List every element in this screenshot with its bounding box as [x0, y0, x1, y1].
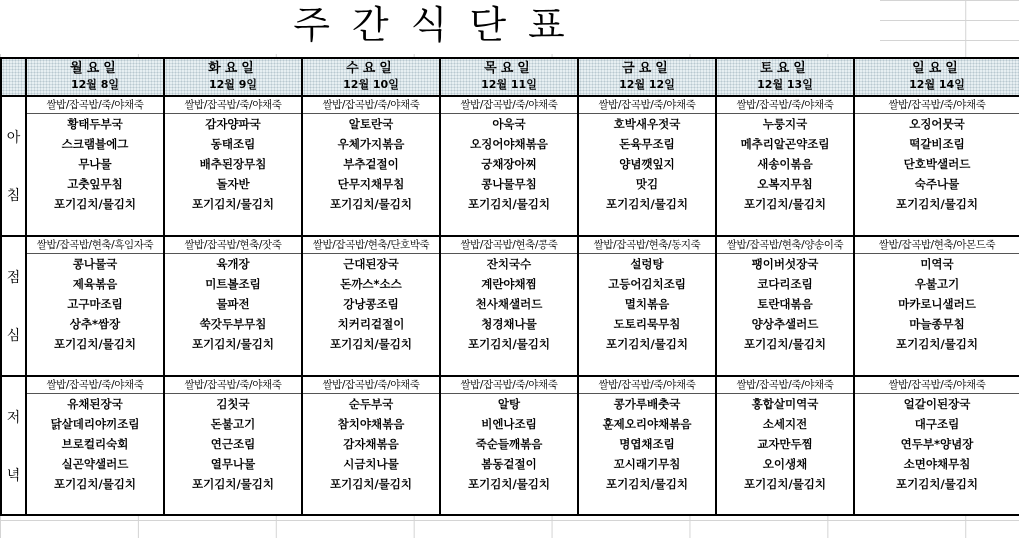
weekly-menu-table: [0, 57, 1019, 516]
dish-item: 마카로니샐러드: [898, 297, 976, 311]
dish-item: 포기김치/물김치: [744, 197, 826, 211]
dish-item: 돈육무조림: [619, 137, 675, 151]
dish-item: 돌자반: [216, 177, 250, 191]
date-label: 12월 12일: [619, 78, 675, 91]
dish-item: 연근조림: [210, 437, 256, 451]
page-title: 주간식단표: [0, 0, 880, 54]
day-header: [854, 58, 1019, 96]
dish-item: 떡갈비조림: [909, 137, 965, 151]
dish-item: 포기김치/물김치: [468, 477, 550, 491]
day-label: 수요일: [346, 61, 396, 76]
dish-item: 포기김치/물김치: [896, 337, 978, 351]
staple-options: 쌀밥/잡곡밥/죽/야채죽: [165, 97, 301, 114]
dish-item: 연두부*양념장: [900, 437, 974, 451]
date-label: 12월 11일: [481, 78, 537, 91]
menu-cell: [164, 376, 302, 515]
menu-cell: [578, 236, 716, 376]
date-label: 12월 9일: [208, 78, 258, 91]
dish-item: 쑥갓두부무침: [199, 317, 267, 331]
day-header: [164, 58, 302, 96]
menu-cell: [578, 96, 716, 236]
staple-options: 쌀밥/잡곡밥/현축/콩죽: [441, 237, 577, 254]
dish-item: 고춧잎무침: [67, 177, 123, 191]
staple-options: 쌀밥/잡곡밥/죽/야채죽: [165, 377, 301, 394]
staple-options: 쌀밥/잡곡밥/죽/야채죽: [855, 377, 1019, 394]
menu-cell: [716, 236, 854, 376]
menu-cell: [578, 376, 716, 515]
meal-label: [1, 376, 26, 515]
dish-item: 물파전: [216, 297, 250, 311]
menu-cell: [164, 236, 302, 376]
dish-item: 대구조림: [914, 417, 960, 431]
dish-item: 봄동겉절이: [481, 457, 537, 471]
dish-item: 마늘종무침: [909, 317, 965, 331]
dish-item: 교자만두찜: [757, 437, 813, 451]
dish-item: 순두부국: [348, 397, 394, 411]
dish-item: 잔치국수: [486, 257, 532, 271]
meal-label-char: 녁: [6, 467, 21, 484]
menu-cell: [302, 236, 440, 376]
dish-item: 궁채장아찌: [481, 157, 537, 171]
meal-label: [1, 236, 26, 376]
dish-item: 죽순들깨볶음: [475, 437, 543, 451]
dish-item: 부추겉절이: [343, 157, 399, 171]
dish-item: 우체가지볶음: [337, 137, 405, 151]
meal-row: [1, 96, 1019, 236]
dish-item: 단무지채무침: [337, 177, 405, 191]
dish-item: 팽이버섯장국: [751, 257, 819, 271]
dish-item: 시금치나물: [343, 457, 399, 471]
dish-item: 실곤약샐러드: [61, 457, 129, 471]
dish-item: 양념깻잎지: [619, 157, 675, 171]
menu-cell: [854, 376, 1019, 515]
meal-label-char: 아: [6, 130, 21, 146]
dish-item: 도토리묵무침: [613, 317, 681, 331]
dish-item: 포기김치/물김치: [54, 477, 136, 491]
dish-item: 아욱국: [492, 117, 526, 131]
dish-item: 천사채샐러드: [475, 297, 543, 311]
day-header: [440, 58, 578, 96]
menu-cell: [26, 236, 164, 376]
dish-item: 육개장: [216, 257, 250, 271]
day-header: [302, 58, 440, 96]
menu-cell: [440, 376, 578, 515]
staple-options: 쌀밥/잡곡밥/죽/야채죽: [579, 377, 715, 394]
menu-cell: [716, 96, 854, 236]
dish-item: 포기김치/물김치: [330, 477, 412, 491]
staple-options: 쌀밥/잡곡밥/죽/야채죽: [441, 97, 577, 114]
dish-item: 치커리겉절이: [337, 317, 405, 331]
dish-item: 미트볼조림: [205, 277, 261, 291]
dish-item: 돈까스*소스: [340, 277, 402, 291]
menu-cell: [26, 96, 164, 236]
dish-item: 소면야채무침: [903, 457, 971, 471]
dish-item: 숙주나물: [914, 177, 960, 191]
staple-options: 쌀밥/잡곡밥/죽/야채죽: [303, 377, 439, 394]
day-label: 일요일: [912, 61, 962, 76]
dish-item: 훈제오리야채볶음: [602, 417, 692, 431]
staple-options: 쌀밥/잡곡밥/죽/야채죽: [27, 377, 163, 394]
dish-item: 포기김치/물김치: [192, 197, 274, 211]
dish-item: 포기김치/물김치: [606, 477, 688, 491]
dish-item: 포기김치/물김치: [192, 337, 274, 351]
menu-cell: [164, 96, 302, 236]
staple-options: 쌀밥/잡곡밥/죽/야채죽: [441, 377, 577, 394]
dish-item: 무나물: [78, 157, 112, 171]
dish-item: 상추*쌈장: [69, 317, 121, 331]
menu-cell: [26, 376, 164, 515]
dish-item: 포기김치/물김치: [606, 197, 688, 211]
date-label: 12월 13일: [757, 78, 813, 91]
dish-item: 오이생채: [762, 457, 808, 471]
meal-label-char: 심: [6, 328, 21, 344]
dish-item: 토란대볶음: [757, 297, 813, 311]
header-row: [1, 58, 1019, 96]
dish-item: 근대된장국: [343, 257, 399, 271]
menu-cell: [854, 236, 1019, 376]
dish-item: 오징어뭇국: [909, 117, 965, 131]
menu-cell: [440, 96, 578, 236]
day-label: 토요일: [760, 61, 810, 76]
dish-item: 포기김치/물김치: [896, 197, 978, 211]
staple-options: 쌀밥/잡곡밥/죽/야채죽: [27, 97, 163, 114]
dish-item: 포기김치/물김치: [330, 337, 412, 351]
dish-item: 미역국: [920, 257, 954, 271]
dish-item: 감자채볶음: [343, 437, 399, 451]
dish-item: 포기김치/물김치: [54, 337, 136, 351]
dish-item: 알탕: [497, 397, 521, 411]
dish-item: 콩나물국: [72, 257, 118, 271]
dish-item: 포기김치/물김치: [330, 197, 412, 211]
dish-item: 유채된장국: [67, 397, 123, 411]
dish-item: 호박새우젓국: [613, 117, 681, 131]
dish-item: 김칫국: [216, 397, 250, 411]
date-label: 12월 10일: [343, 78, 399, 91]
dish-item: 오복지무침: [757, 177, 813, 191]
day-label: 화요일: [208, 61, 258, 76]
staple-options: 쌀밥/잡곡밥/현축/아몬드죽: [855, 237, 1019, 254]
meal-label-char: 점: [6, 270, 21, 286]
dish-item: 고구마조림: [67, 297, 123, 311]
dish-item: 고등어김치조림: [608, 277, 686, 291]
date-label: 12월 14일: [909, 78, 965, 91]
day-header: [716, 58, 854, 96]
dish-item: 스크램블에그: [61, 137, 129, 151]
dish-item: 알토란국: [348, 117, 394, 131]
staple-options: 쌀밥/잡곡밥/현축/동지죽: [579, 237, 715, 254]
day-label: 목요일: [484, 61, 534, 76]
dish-item: 계란야채찜: [481, 277, 537, 291]
dish-item: 브로컬리숙회: [61, 437, 129, 451]
staple-options: 쌀밥/잡곡밥/죽/야채죽: [579, 97, 715, 114]
dish-item: 비엔나조림: [481, 417, 537, 431]
dish-item: 돈불고기: [210, 417, 256, 431]
dish-item: 강낭콩조림: [343, 297, 399, 311]
staple-options: 쌀밥/잡곡밥/죽/야채죽: [855, 97, 1019, 114]
dish-item: 새송이볶음: [757, 157, 813, 171]
dish-item: 포기김치/물김치: [54, 197, 136, 211]
meal-label-char: 침: [6, 188, 21, 204]
menu-cell: [302, 376, 440, 515]
dish-item: 청경채나물: [481, 317, 537, 331]
dish-item: 양상추샐러드: [751, 317, 819, 331]
dish-item: 동태조림: [210, 137, 256, 151]
dish-item: 우불고기: [914, 277, 960, 291]
dish-item: 포기김치/물김치: [606, 337, 688, 351]
dish-item: 꼬시래기무침: [613, 457, 681, 471]
staple-options: 쌀밥/잡곡밥/현축/양송이죽: [717, 237, 853, 254]
dish-item: 제육볶음: [72, 277, 118, 291]
dish-item: 명엽채조림: [619, 437, 675, 451]
menu-cell: [302, 96, 440, 236]
dish-item: 오징어야채볶음: [470, 137, 548, 151]
staple-options: 쌀밥/잡곡밥/현축/잣죽: [165, 237, 301, 254]
dish-item: 단호박샐러드: [903, 157, 971, 171]
dish-item: 코다리조림: [757, 277, 813, 291]
dish-item: 소세지전: [762, 417, 808, 431]
meal-row: [1, 236, 1019, 376]
dish-item: 설렁탕: [630, 257, 664, 271]
date-label: 12월 8일: [70, 78, 120, 91]
meal-row: [1, 376, 1019, 515]
dish-item: 얼갈이된장국: [903, 397, 971, 411]
dish-item: 배추된장무침: [199, 157, 267, 171]
dish-item: 열무나물: [210, 457, 256, 471]
dish-item: 포기김치/물김치: [896, 477, 978, 491]
dish-item: 참치야채볶음: [337, 417, 405, 431]
dish-item: 멸치볶음: [624, 297, 670, 311]
dish-item: 콩나물무침: [481, 177, 537, 191]
dish-item: 포기김치/물김치: [192, 477, 274, 491]
dish-item: 닭살데리야끼조림: [50, 417, 140, 431]
dish-item: 감자양파국: [205, 117, 261, 131]
menu-cell: [440, 236, 578, 376]
dish-item: 포기김치/물김치: [744, 337, 826, 351]
day-header: [578, 58, 716, 96]
meal-label-char: 저: [6, 409, 21, 426]
menu-cell: [854, 96, 1019, 236]
menu-cell: [716, 376, 854, 515]
dish-item: 포기김치/물김치: [744, 477, 826, 491]
dish-item: 포기김치/물김치: [468, 197, 550, 211]
dish-item: 포기김치/물김치: [468, 337, 550, 351]
staple-options: 쌀밥/잡곡밥/현축/흑임자죽: [27, 237, 163, 254]
dish-item: 맛김: [635, 177, 659, 191]
dish-item: 콩가루배춧국: [613, 397, 681, 411]
staple-options: 쌀밥/잡곡밥/현축/단호박죽: [303, 237, 439, 254]
meal-label: [1, 96, 26, 236]
day-label: 월요일: [70, 61, 120, 76]
day-label: 금요일: [622, 61, 672, 76]
staple-options: 쌀밥/잡곡밥/죽/야채죽: [303, 97, 439, 114]
dish-item: 메추리알곤약조림: [740, 137, 830, 151]
dish-item: 홍합살미역국: [751, 397, 819, 411]
dish-item: 누룽지국: [762, 117, 808, 131]
dish-item: 황태두부국: [67, 117, 123, 131]
header-corner: [1, 58, 26, 96]
day-header: [26, 58, 164, 96]
staple-options: 쌀밥/잡곡밥/죽/야채죽: [717, 97, 853, 114]
staple-options: 쌀밥/잡곡밥/죽/야채죽: [717, 377, 853, 394]
